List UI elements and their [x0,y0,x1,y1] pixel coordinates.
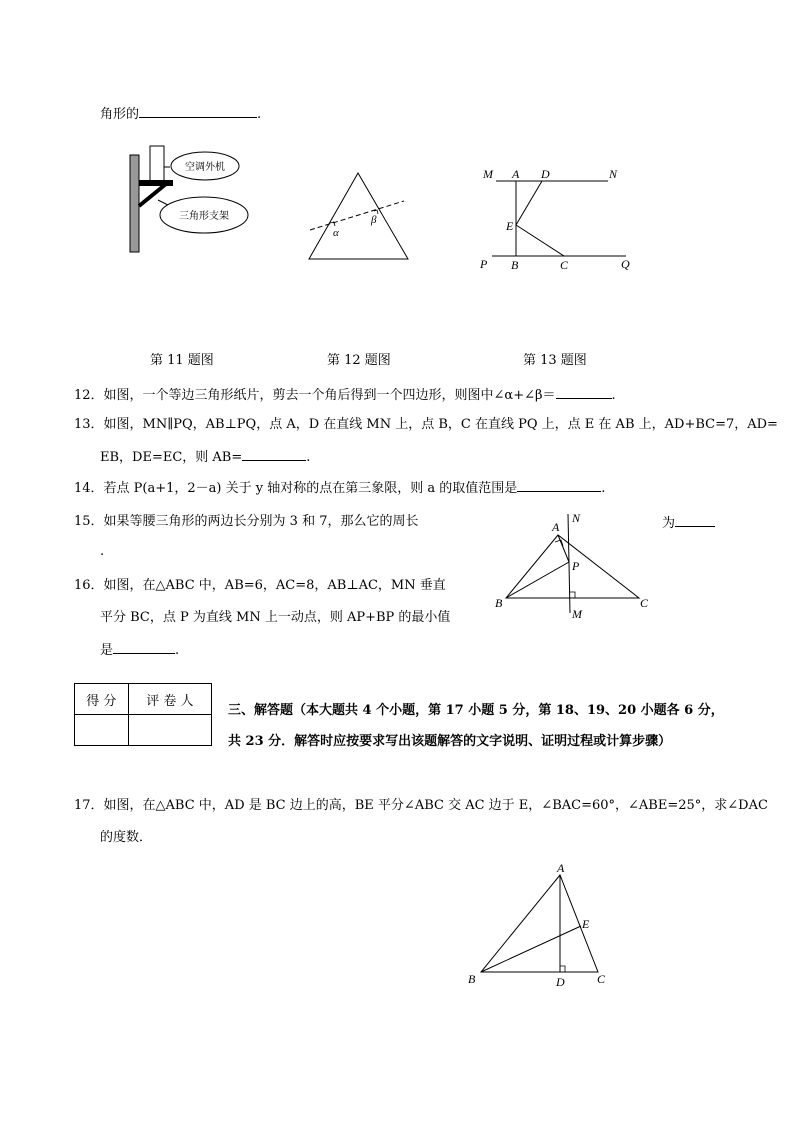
question-13-line2: EB，DE=EC，则 AB= . [100,450,311,465]
triangle-abc [481,875,598,972]
answer-blank[interactable] [242,448,306,461]
svg-text:B: B [495,596,503,610]
svg-text:B: B [468,972,476,986]
grader-cell[interactable] [128,715,211,746]
figure-17 [462,862,622,992]
question-14: 14．若点 P(a+1，2－a) 关于 y 轴对称的点在第三象限，则 a 的取值范围是 . [74,481,606,496]
equilateral-triangle [309,173,408,259]
bracket-label: 三角形支架 [179,211,229,222]
svg-text:P: P [572,559,580,573]
question-17-line2: 的度数． [100,830,153,845]
svg-text:N: N [572,511,581,525]
question-12: 12．如图，一个等边三角形纸片，剪去一个角后得到一个四边形，则图中∠α+∠β＝ . [74,388,616,403]
svg-text:D: D [556,975,565,989]
question-15-line2: . [100,544,105,559]
figure-11 [120,140,260,260]
question-16-line2: 平分 BC，点 P 为直线 MN 上一动点，则 AP+BP 的最小值 [100,610,451,625]
q11-continuation: 角形的 . [100,107,262,122]
svg-text:Q: Q [621,257,630,271]
answer-blank[interactable] [517,479,601,492]
question-15-line1: 15．如果等腰三角形的两边长分别为 3 和 7，那么它的周长 [74,514,419,529]
svg-text:C: C [597,972,606,986]
score-header: 得 分 [75,684,129,715]
svg-text:E: E [582,917,590,931]
question-15-wei: 为 [662,514,715,532]
beta-label: β [371,214,377,226]
question-16-line3: 是 . [100,643,180,658]
svg-text:C: C [560,258,569,272]
caption-fig11: 第 11 题图 [150,353,214,368]
answer-blank[interactable] [139,105,257,118]
score-cell[interactable] [75,715,129,746]
question-17-line1: 17．如图，在△ABC 中，AD 是 BC 边上的高，BE 平分∠ABC 交 AC 边于 E，∠BAC=60°，∠ABE=25°，求∠DAC [74,798,768,813]
cut-line [310,201,404,230]
svg-text:E: E [506,219,514,233]
svg-text:B: B [511,258,519,272]
svg-text:D: D [541,167,550,181]
svg-text:M: M [483,167,493,181]
wall [130,155,139,252]
segment-de [516,181,542,225]
segment-bp [506,562,569,598]
figure-13 [478,162,638,277]
caption-fig12: 第 12 题图 [327,353,391,368]
section-3-line2: 共 23 分．解答时应按要求写出该题解答的文字说明、证明过程或计算步骤） [228,734,672,749]
bisector-be [481,926,581,972]
answer-blank[interactable] [675,514,715,527]
segment-ec [516,225,564,256]
alpha-label: α [333,227,339,239]
question-16-line1: 16．如图，在△ABC 中，AB=6，AC=8，AB⊥AC，MN 垂直 [74,578,446,593]
answer-blank[interactable] [556,386,612,399]
figure-12 [300,165,420,265]
section-3-line1: 三、解答题（本大题共 4 个小题，第 17 小题 5 分，第 18、19、20 小题各 6 分， [228,703,724,718]
question-13-line1: 13．如图，MN∥PQ，AB⊥PQ，点 A，D 在直线 MN 上，点 B，C 在直线 PQ 上，点 E 在 AB 上，AD+BC=7，AD= [74,417,778,432]
answer-blank[interactable] [113,641,175,654]
bracket-top [139,180,173,186]
ac-label: 空调外机 [185,162,225,173]
svg-text:A: A [557,861,565,875]
bracket-brace [139,184,166,206]
ac-unit [150,146,164,184]
svg-text:A: A [552,520,560,534]
svg-text:C: C [640,596,649,610]
grader-header: 评 卷 人 [128,684,211,715]
figure-16 [490,508,660,623]
caption-fig13: 第 13 题图 [523,353,587,368]
svg-text:P: P [480,257,488,271]
score-table [74,683,212,746]
svg-text:N: N [609,167,618,181]
svg-text:M: M [572,607,582,621]
svg-text:A: A [512,167,520,181]
